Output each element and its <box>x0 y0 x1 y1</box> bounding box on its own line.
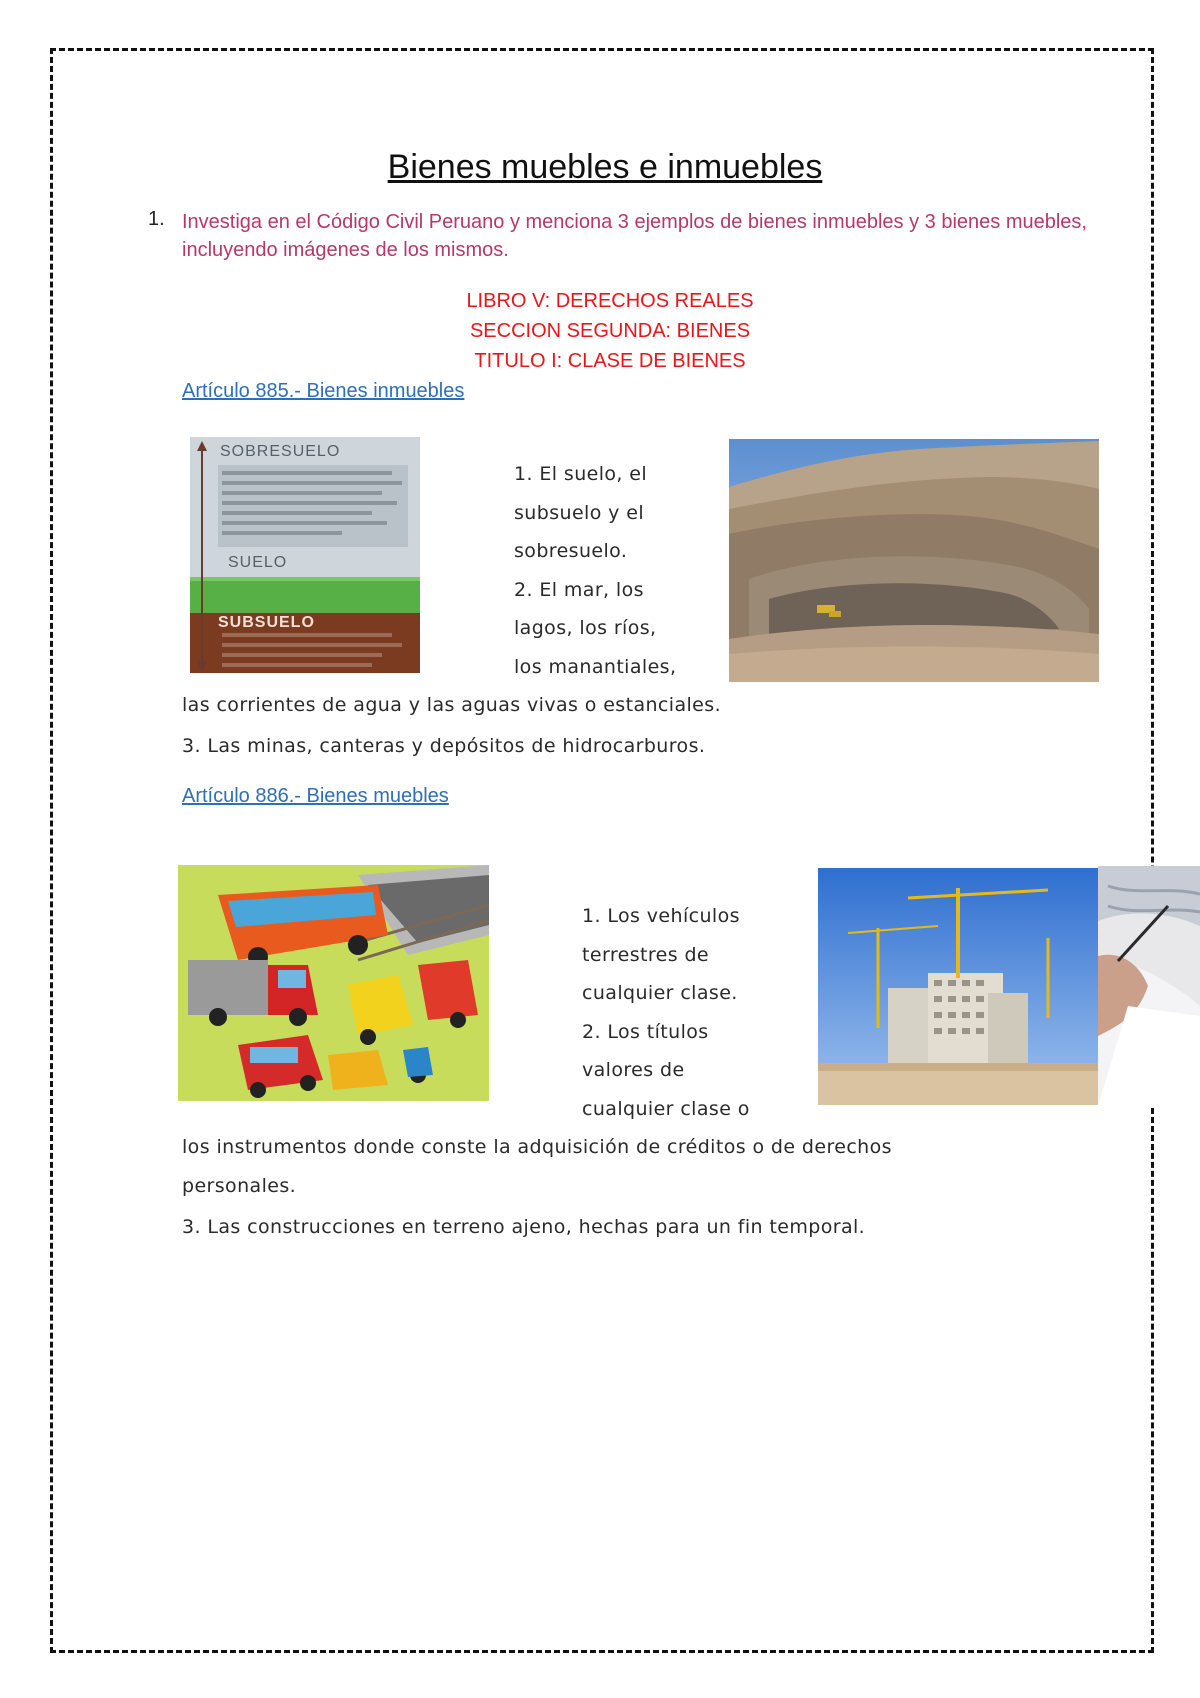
document-signing-image <box>1098 866 1200 1106</box>
muebles-line: cualquier clase o <box>582 1098 750 1120</box>
inmuebles-line: 2. El mar, los <box>514 579 644 601</box>
sobresuelo-label: SOBRESUELO <box>220 443 341 460</box>
inmuebles-line: los manantiales, <box>514 656 677 678</box>
heading-libro: LIBRO V: DERECHOS REALES <box>466 290 754 312</box>
inmuebles-wide-line: las corrientes de agua y las aguas vivas o estanciales. <box>182 694 722 716</box>
inmuebles-line: 1. El suelo, el <box>514 463 648 485</box>
soil-layers-image <box>190 437 420 673</box>
inmuebles-line: lagos, los ríos, <box>514 617 657 639</box>
muebles-wide-line: 3. Las construcciones en terreno ajeno, hechas para un fin temporal. <box>182 1216 866 1238</box>
page-border <box>50 48 1154 1653</box>
inmuebles-line: subsuelo y el <box>514 502 645 524</box>
muebles-line: cualquier clase. <box>582 982 738 1004</box>
muebles-wide-line: los instrumentos donde conste la adquisición de créditos o de derechos <box>182 1136 892 1158</box>
article-886-link[interactable]: Artículo 886.- Bienes muebles <box>182 785 449 807</box>
muebles-line: terrestres de <box>582 944 710 966</box>
muebles-line: 1. Los vehículos <box>582 905 740 927</box>
construction-image <box>818 868 1100 1105</box>
quarry-image <box>729 439 1099 682</box>
muebles-line: 2. Los títulos <box>582 1021 709 1043</box>
question-text: Investiga en el Código Civil Peruano y menciona 3 ejemplos de bienes inmuebles y 3 bienes muebles, incluyendo imágenes de los mismos. <box>182 211 1087 261</box>
subsuelo-label: SUBSUELO <box>218 614 315 631</box>
question-number: 1. <box>148 208 165 230</box>
muebles-line: valores de <box>582 1059 685 1081</box>
heading-titulo: TITULO I: CLASE DE BIENES <box>474 350 746 372</box>
heading-seccion: SECCION SEGUNDA: BIENES <box>469 320 751 342</box>
suelo-label: SUELO <box>228 554 288 571</box>
inmuebles-line: sobresuelo. <box>514 540 628 562</box>
vehicles-image <box>178 865 489 1101</box>
article-885-link[interactable]: Artículo 885.- Bienes inmuebles <box>182 380 465 402</box>
inmuebles-wide-line: 3. Las minas, canteras y depósitos de hidrocarburos. <box>182 735 706 757</box>
page-title: Bienes muebles e inmuebles <box>387 148 823 186</box>
muebles-wide-line: personales. <box>182 1175 297 1197</box>
